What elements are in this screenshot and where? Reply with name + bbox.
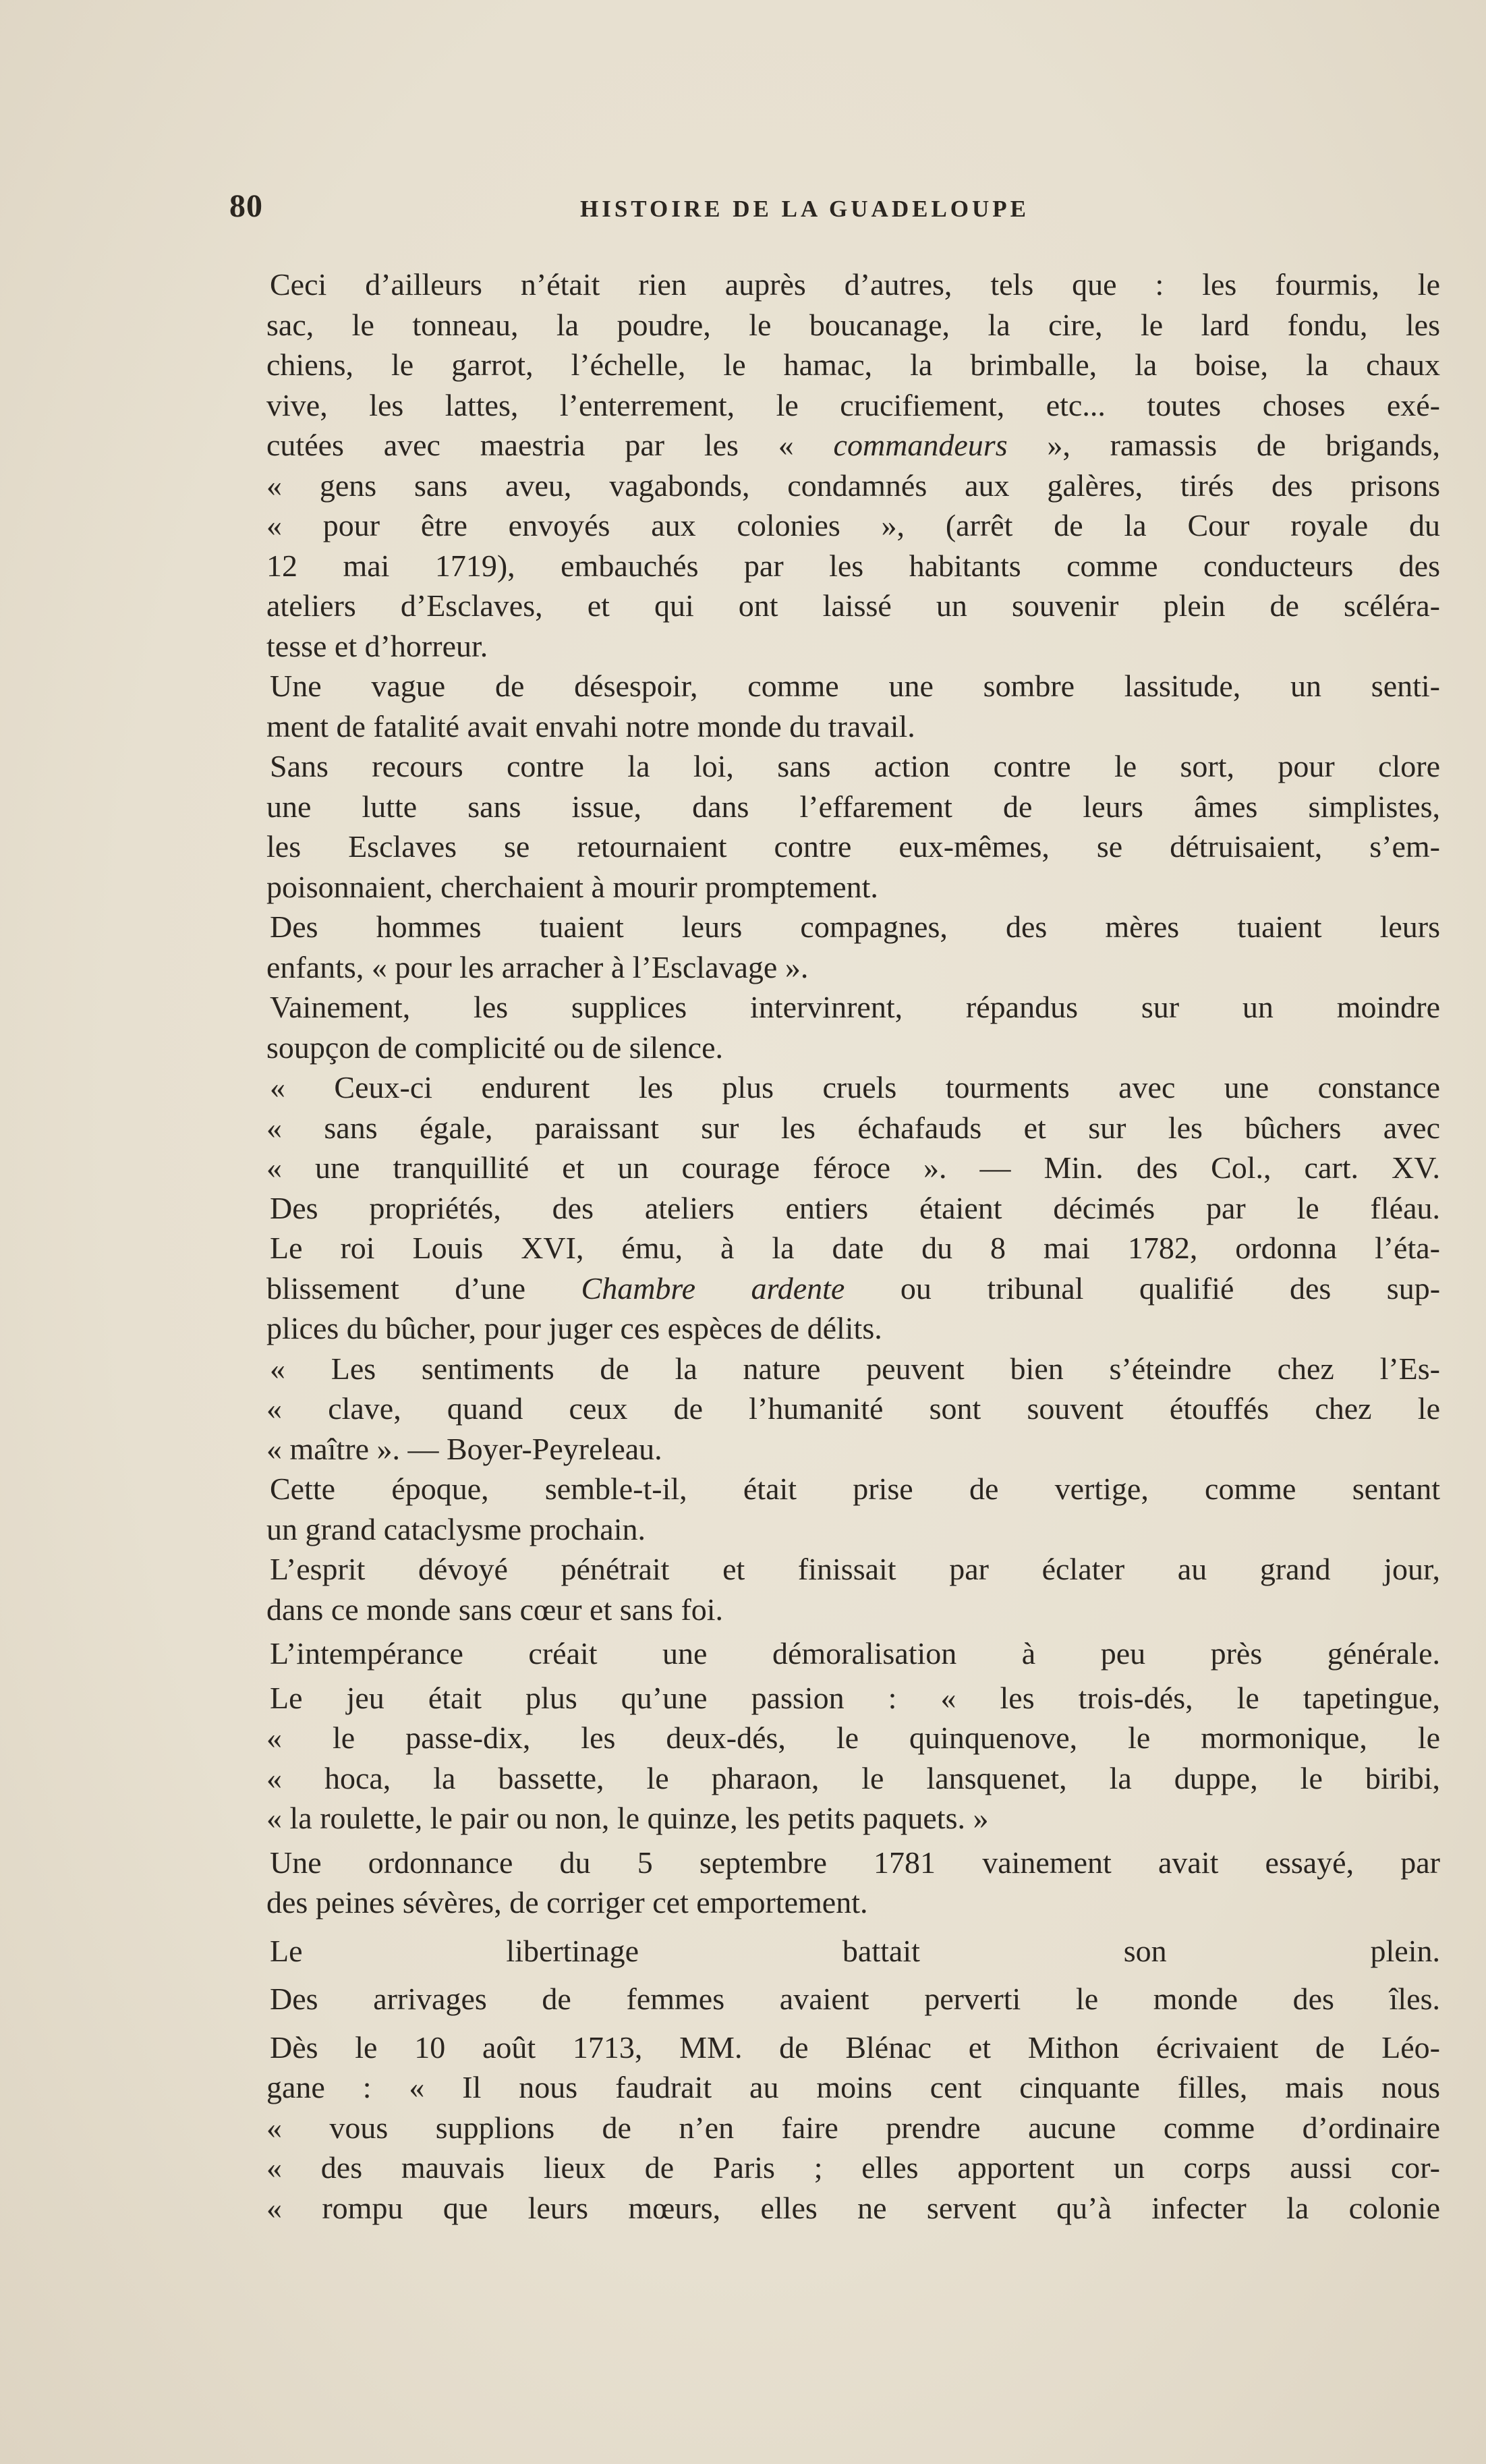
text-line: « la roulette, le pair ou non, le quinze, les petits paquets. »: [266, 1801, 989, 1835]
text-line: une lutte sans issue, dans l’effarement de leurs âmes simplistes,: [266, 789, 1440, 824]
text-line: Le roi Louis XVI, ému, à la date du 8 mai 1782, ordonna l’éta-: [270, 1231, 1440, 1265]
text-line: tesse et d’horreur.: [266, 628, 488, 663]
text-line: gane : « Il nous faudrait au moins cent cinquante filles, mais nous: [266, 2070, 1440, 2104]
paragraph: [266, 1349, 1440, 1469]
chambre-ardente-italic: Chambre ardente: [581, 1270, 845, 1306]
text-line: « Les sentiments de la nature peuvent bien s’éteindre chez l’Es-: [270, 1351, 1440, 1386]
text-line: Dès le 10 août 1713, MM. de Blénac et Mithon écrivaient de Léo-: [270, 2029, 1440, 2065]
paragraph: [266, 1188, 1440, 1229]
text-line: Vainement, les supplices intervinrent, répandus sur un moindre: [270, 990, 1440, 1024]
text-line: vive, les lattes, l’enterrement, le crucifiement, etc... toutes choses exé-: [266, 387, 1440, 422]
text-line: L’intempérance créait une démoralisation à peu près générale.: [270, 1636, 1440, 1671]
paragraph: [266, 666, 1440, 746]
commandeurs-italic: commandeurs: [833, 428, 1008, 462]
paragraph: [266, 746, 1440, 907]
paragraph: [266, 1549, 1440, 1629]
text-line: « sans égale, paraissant sur les échafauds et sur les bûchers avec: [266, 1110, 1440, 1145]
text-line: Des hommes tuaient leurs compagnes, des mères tuaient leurs: [270, 909, 1440, 944]
text-line-part: ou tribunal qualifié des sup-: [845, 1270, 1441, 1306]
page-number: 80: [229, 188, 263, 224]
text-line: Sans recours contre la loi, sans action contre le sort, pour clore: [270, 749, 1440, 783]
text-line: Des arrivages de femmes avaient perverti le monde des îles.: [270, 1982, 1440, 2016]
paragraph: [266, 264, 1440, 666]
running-title: HISTOIRE DE LA GUADELOUPE: [580, 196, 1030, 222]
text-line: dans ce monde sans cœur et sans foi.: [266, 1592, 724, 1627]
paragraph: [266, 1633, 1440, 1674]
body-text: [266, 264, 1440, 2228]
text-line: « vous supplions de n’en faire prendre aucune comme d’ordinaire: [266, 2110, 1440, 2145]
text-line: Cette époque, semble-t-il, était prise de vertige, comme sentant: [270, 1472, 1440, 1506]
paragraph: [266, 1469, 1440, 1549]
paragraph: [266, 1067, 1440, 1188]
text-line: Ceci d’ailleurs n’était rien auprès d’autres, tels que : les fourmis, le: [270, 267, 1440, 302]
text-line: les Esclaves se retournaient contre eux-mêmes, se détruisaient, s’em-: [266, 829, 1440, 864]
text-line: 12 mai 1719), embauchés par les habitants comme conducteurs des: [266, 548, 1440, 583]
text-line: Le jeu était plus qu’une passion : « les trois-dés, le tapetingue,: [270, 1680, 1440, 1715]
paragraph: [266, 1931, 1440, 1971]
text-line: Le libertinage battait son plein.: [270, 1933, 1440, 1968]
text-line: « pour être envoyés aux colonies », (arrêt de la Cour royale du: [266, 508, 1440, 542]
text-line: « le passe-dix, les deux-dés, le quinquenove, le mormonique, le: [266, 1720, 1440, 1755]
text-line: « rompu que leurs mœurs, elles ne servent qu’à infecter la colonie: [266, 2190, 1440, 2225]
text-line-part: blissement d’une: [266, 1270, 581, 1306]
text-line: cutées avec maestria par les « commandeurs », ramassis de brigands,: [266, 428, 1440, 462]
text-line: Une vague de désespoir, comme une sombre lassitude, un senti-: [270, 669, 1440, 703]
text-line: « hoca, la bassette, le pharaon, le lansquenet, la duppe, le biribi,: [266, 1760, 1440, 1795]
page-header: [229, 188, 1039, 228]
text-line: chiens, le garrot, l’échelle, le hamac, la brimballe, la boise, la chaux: [266, 347, 1440, 382]
text-line: soupçon de complicité ou de silence.: [266, 1030, 724, 1065]
paragraph: [266, 907, 1440, 987]
text-line: « maître ». — Boyer-Peyreleau.: [266, 1431, 662, 1466]
text-line: ment de fatalité avait envahi notre monde du travail.: [266, 708, 915, 744]
text-line: poisonnaient, cherchaient à mourir promptement.: [266, 869, 878, 904]
paragraph: [266, 1843, 1440, 1923]
text-line: [266, 1268, 1440, 1309]
text-line: plices du bûcher, pour juger ces espèces de délits.: [266, 1311, 882, 1345]
text-line: « une tranquillité et un courage féroce ». — Min. des Col., cart. XV.: [266, 1150, 1440, 1185]
text-line: enfants, « pour les arracher à l’Esclavage ».: [266, 949, 809, 984]
paragraph: [266, 1678, 1440, 1839]
text-line: des peines sévères, de corriger cet emportement.: [266, 1885, 868, 1920]
text-line: « Ceux-ci endurent les plus cruels tourments avec une constance: [270, 1070, 1440, 1104]
paragraph: [266, 1228, 1440, 1349]
text-line: un grand cataclysme prochain.: [266, 1511, 646, 1546]
text-line: L’esprit dévoyé pénétrait et finissait par éclater au grand jour,: [270, 1552, 1440, 1586]
text-line: Des propriétés, des ateliers entiers étaient décimés par le fléau.: [270, 1190, 1440, 1225]
paragraph: [266, 1979, 1440, 2019]
text-line: Une ordonnance du 5 septembre 1781 vainement avait essayé, par: [270, 1845, 1440, 1880]
text-line: « clave, quand ceux de l’humanité sont souvent étouffés chez le: [266, 1391, 1440, 1426]
paragraph: [266, 2027, 1440, 2229]
text-line: sac, le tonneau, la poudre, le boucanage, la cire, le lard fondu, les: [266, 307, 1440, 342]
text-line: « gens sans aveu, vagabonds, condamnés aux galères, tirés des prisons: [266, 468, 1440, 503]
text-line: ateliers d’Esclaves, et qui ont laissé un souvenir plein de scéléra-: [266, 588, 1440, 623]
text-line: « des mauvais lieux de Paris ; elles apportent un corps aussi cor-: [266, 2150, 1440, 2185]
paragraph: [266, 987, 1440, 1067]
